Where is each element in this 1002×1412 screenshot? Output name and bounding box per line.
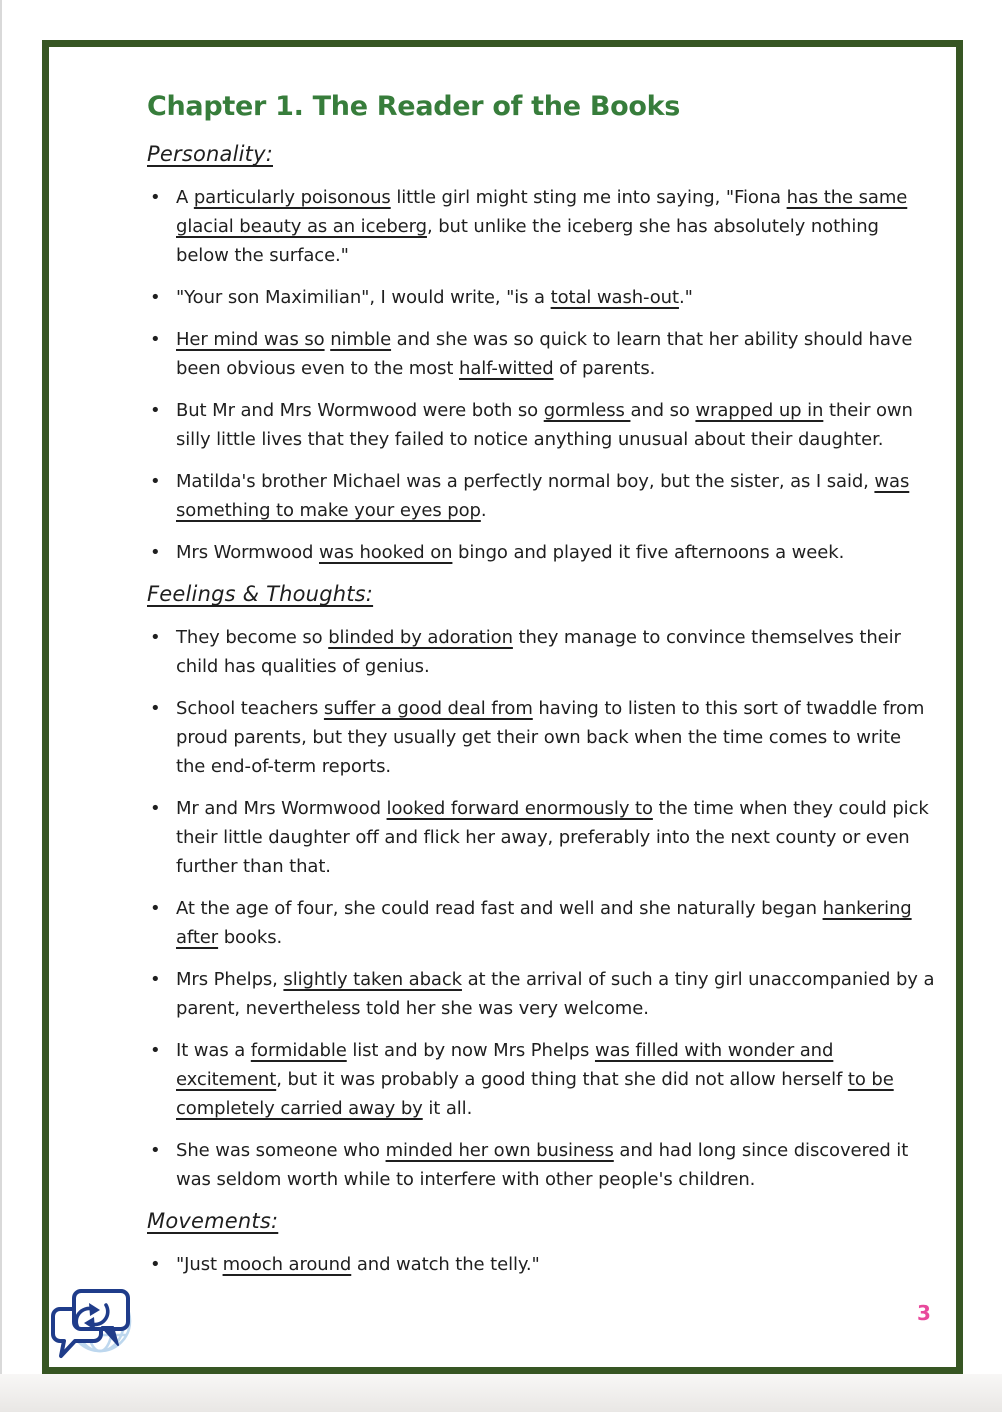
text-segment: ." (678, 287, 693, 308)
underlined-phrase: gormless (543, 400, 631, 421)
text-segment: , but unlike the iceberg she has absolutely nothing below the surface." (176, 216, 879, 266)
text-segment: their own silly little lives that they failed to notice anything unusual about their daughter. (176, 400, 913, 450)
underlined-phrase: hankering after (176, 898, 912, 948)
underlined-phrase: was filled with wonder and excitement (176, 1040, 834, 1090)
text-segment: having to listen to this sort of twaddle from proud parents, but they usually get their own back when the time comes to write the end-of-term reports. (176, 698, 925, 777)
text-segment: Matilda's brother Michael was a perfectly normal boy, but the sister, as I said, (176, 471, 875, 492)
section (147, 1207, 935, 1279)
list-item (147, 894, 935, 952)
logo-graphic (48, 1283, 138, 1367)
sections-container (147, 140, 935, 1279)
section (147, 580, 935, 1194)
text-segment: , but it was probably a good thing that she did not allow herself (276, 1069, 848, 1090)
text-segment: . (480, 500, 487, 521)
list-item (147, 1036, 935, 1123)
text-segment: They become so (176, 627, 329, 648)
text-segment: At the age of four, she could read fast and well and she naturally began (176, 898, 823, 919)
page-number: 3 (917, 1301, 931, 1325)
bullet-list (147, 1250, 935, 1279)
text-segment: and had long since discovered it was seldom worth while to interfere with other people's children. (176, 1140, 909, 1190)
underlined-phrase: Her mind was so (176, 329, 325, 350)
list-item (147, 283, 935, 312)
text-segment: it all. (422, 1098, 473, 1119)
list-item (147, 694, 935, 781)
text-segment: they manage to convince themselves their child has qualities of genius. (176, 627, 901, 677)
list-item (147, 794, 935, 881)
viewer-background (0, 1374, 1002, 1412)
underlined-phrase: total wash-out (550, 287, 679, 308)
text-segment: and so (630, 400, 696, 421)
underlined-phrase: formidable (250, 1040, 347, 1061)
underlined-phrase: nimble (330, 329, 392, 350)
text-segment: Mrs Wormwood (176, 542, 319, 563)
text-segment: She was someone who (176, 1140, 386, 1161)
text-segment: and watch the telly." (351, 1254, 540, 1275)
underlined-phrase: to be completely carried away by (176, 1069, 894, 1119)
section-heading: Movements: (147, 1209, 279, 1233)
text-segment: little girl might sting me into saying, "Fiona (390, 187, 787, 208)
chapter-title: Chapter 1. The Reader of the Books (147, 91, 681, 122)
underlined-phrase: blinded by adoration (328, 627, 513, 648)
text-segment: at the arrival of such a tiny girl unaccompanied by a parent, nevertheless told her she was very welcome. (176, 969, 935, 1019)
underlined-phrase: minded her own business (385, 1140, 614, 1161)
text-segment: But Mr and Mrs Wormwood were both so (176, 400, 544, 421)
text-segment: "Just (176, 1254, 223, 1275)
page-content (147, 90, 935, 1292)
underlined-phrase: wrapped up in (695, 400, 824, 421)
list-item (147, 325, 935, 383)
bullet-list (147, 183, 935, 567)
list-item (147, 183, 935, 270)
underlined-phrase: suffer a good deal from (323, 698, 533, 719)
text-segment: Mrs Phelps, (176, 969, 284, 990)
text-segment: A (176, 187, 194, 208)
list-item (147, 1250, 935, 1279)
list-item (147, 467, 935, 525)
list-item (147, 965, 935, 1023)
bullet-list (147, 623, 935, 1194)
list-item (147, 396, 935, 454)
list-item (147, 538, 935, 567)
section-heading: Feelings & Thoughts: (147, 582, 374, 606)
underlined-phrase: has the same glacial beauty as an iceberg (176, 187, 908, 237)
underlined-phrase: particularly poisonous (193, 187, 391, 208)
underlined-phrase: was hooked on (319, 542, 453, 563)
text-segment: bingo and played it five afternoons a week. (452, 542, 845, 563)
underlined-phrase: was something to make your eyes pop (176, 471, 910, 521)
underlined-phrase: slightly taken aback (283, 969, 462, 990)
underlined-phrase: mooch around (222, 1254, 352, 1275)
text-segment: list and by now Mrs Phelps (346, 1040, 595, 1061)
text-segment: books. (218, 927, 283, 948)
list-item (147, 623, 935, 681)
section-heading: Personality: (147, 142, 273, 166)
underlined-phrase: looked forward enormously to (386, 798, 653, 819)
globe-speech-bubbles-logo (48, 1283, 138, 1367)
text-segment: School teachers (176, 698, 324, 719)
section (147, 140, 935, 567)
text-segment: of parents. (553, 358, 656, 379)
underlined-phrase: half-witted (459, 358, 554, 379)
text-segment: Mr and Mrs Wormwood (176, 798, 387, 819)
text-segment: the time when they could pick their little daughter off and flick her away, preferably into the next county or even further than that. (176, 798, 929, 877)
list-item (147, 1136, 935, 1194)
text-segment: and she was so quick to learn that her ability should have been obvious even to the most (176, 329, 913, 379)
text-segment: "Your son Maximilian", I would write, "is a (176, 287, 551, 308)
text-segment: It was a (176, 1040, 251, 1061)
